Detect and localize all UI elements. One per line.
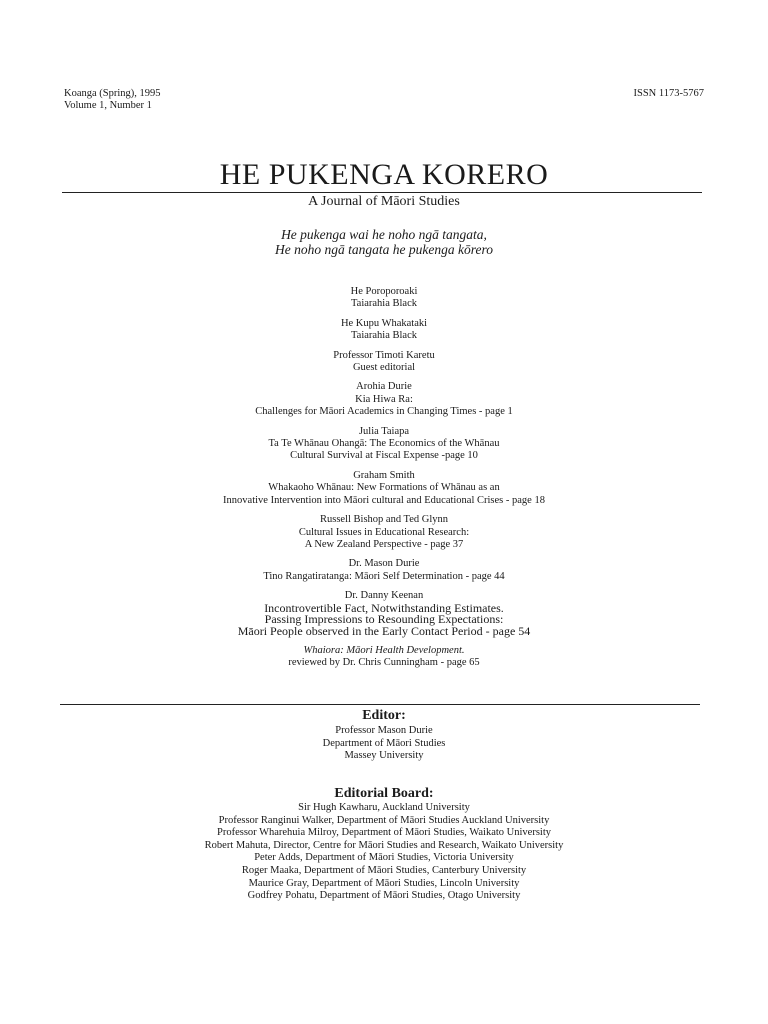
board-member: Peter Adds, Department of Māori Studies, Victoria University <box>254 852 514 864</box>
contents-entry <box>0 426 768 463</box>
entry-line: Innovative Intervention into Māori cultural and Educational Crises - page 18 <box>223 494 545 506</box>
entry-line: Cultural Survival at Fiscal Expense -page 10 <box>290 450 478 462</box>
entry-line: reviewed by Dr. Chris Cunningham - page 65 <box>288 657 480 669</box>
volume-number: Volume 1, Number 1 <box>64 100 152 111</box>
entry-line: Passing Impressions to Resounding Expectations: <box>264 612 504 627</box>
entry-line: He Poroporoaki <box>350 286 418 297</box>
entry-line: Russell Bishop and Ted Glynn <box>320 514 448 526</box>
entry-line: Taiarahia Black <box>350 298 418 310</box>
entry-line: Challenges for Māori Academics in Changing Times - page 1 <box>255 406 513 418</box>
entry-line: Māori People observed in the Early Contact Period - page 54 <box>237 624 531 639</box>
entry-line: Julia Taiapa <box>358 425 410 437</box>
entry-line: Graham Smith <box>353 469 415 481</box>
board-member: Roger Maaka, Department of Māori Studies, Canterbury University <box>241 864 527 876</box>
contents-entry <box>0 558 768 583</box>
contents-entry <box>0 286 768 311</box>
board-member: Sir Hugh Kawharu, Auckland University <box>298 802 470 813</box>
editor-line: Massey University <box>344 750 424 762</box>
board-member: Robert Mahuta, Director, Centre for Māori Studies and Research, Waikato University <box>204 839 564 851</box>
issn: ISSN 1173-5767 <box>633 88 704 99</box>
entry-line: A New Zealand Perspective - page 37 <box>304 538 464 550</box>
entry-line: Tino Rangatiratanga: Māori Self Determination - page 44 <box>263 570 505 582</box>
contents-entry <box>0 600 768 639</box>
editorial-board-list <box>0 802 768 903</box>
contents-entry <box>0 514 768 551</box>
editor-line: Professor Mason Durie <box>335 725 433 736</box>
issue-info <box>64 88 161 112</box>
entry-line: Cultural Issues in Educational Research: <box>298 526 470 538</box>
issue-date: Koanga (Spring), 1995 <box>64 88 161 99</box>
entry-line: Guest editorial <box>352 362 416 374</box>
entry-line: He Kupu Whakataki <box>340 317 428 329</box>
journal-title: HE PUKENGA KORERO <box>219 158 549 191</box>
entry-line: Dr. Danny Keenan <box>344 590 424 602</box>
board-member: Professor Ranginui Walker, Department of Māori Studies Auckland University <box>218 814 550 826</box>
entry-line: Kia Hiwa Ra: <box>355 393 413 405</box>
motto <box>0 227 768 257</box>
editor-details <box>0 725 768 763</box>
editor-rule <box>60 704 700 705</box>
contents-entry <box>0 645 768 670</box>
entry-line: Whakaoho Whānau: New Formations of Whānau as an <box>268 482 500 494</box>
contents-entry <box>0 470 768 507</box>
motto-line: He pukenga wai he noho ngā tangata, <box>281 227 487 242</box>
editor-heading: Editor: <box>362 708 406 723</box>
editor-line: Department of Māori Studies <box>322 737 446 749</box>
board-member: Godfrey Pohatu, Department of Māori Studies, Otago University <box>247 890 521 902</box>
contents-entry <box>0 318 768 343</box>
motto-line: He noho ngā tangata he pukenga kōrero <box>275 242 493 257</box>
contents-entry <box>0 350 768 375</box>
entry-line: Dr. Mason Durie <box>348 558 420 570</box>
contents-entry <box>0 381 768 418</box>
table-of-contents <box>0 286 768 677</box>
editorial-board-heading: Editorial Board: <box>334 786 434 801</box>
entry-line: Arohia Durie <box>356 381 412 393</box>
entry-line: Whaiora: Māori Health Development. <box>303 644 465 656</box>
title-rule <box>62 192 702 193</box>
entry-line: Ta Te Whānau Ohangā: The Economics of the Whānau <box>268 438 500 450</box>
board-member: Maurice Gray, Department of Māori Studies, Lincoln University <box>248 877 520 889</box>
entry-line: Professor Timoti Karetu <box>333 349 435 361</box>
board-member: Professor Wharehuia Milroy, Department of Māori Studies, Waikato University <box>216 827 552 839</box>
journal-subtitle: A Journal of Māori Studies <box>308 194 460 209</box>
entry-line: Taiarahia Black <box>350 330 418 342</box>
entry-line: Incontrovertible Fact, Notwithstanding Estimates. <box>264 600 504 615</box>
